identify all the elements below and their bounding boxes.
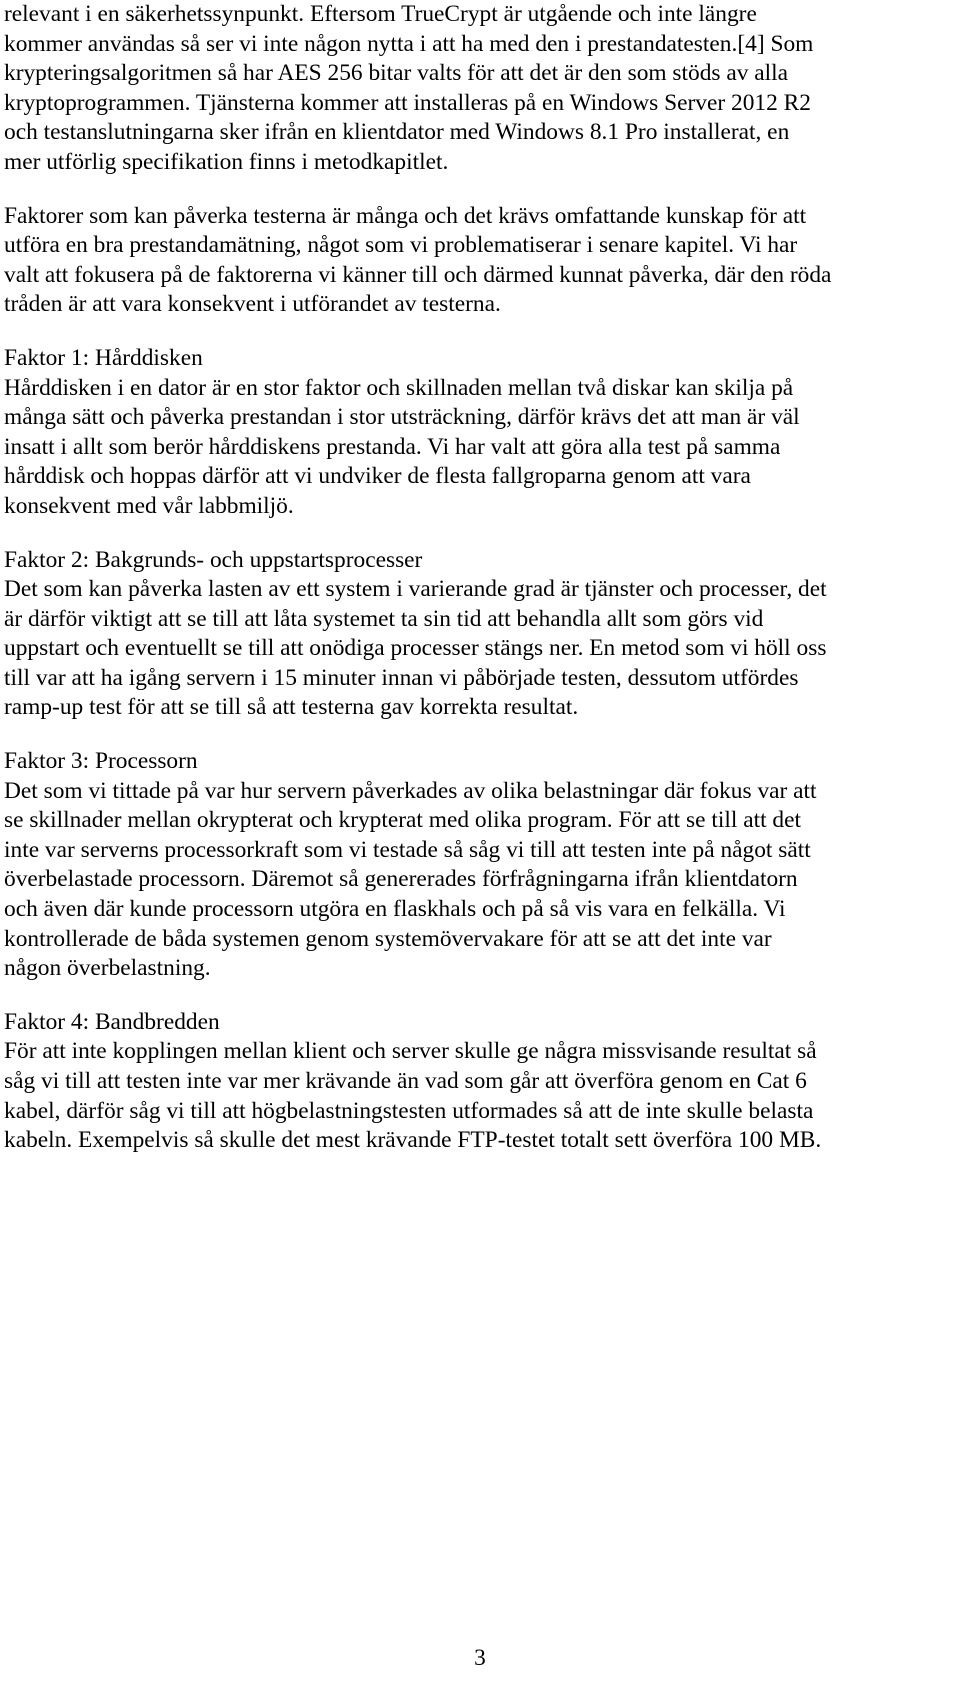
text-line: och även där kunde processorn utgöra en flaskhals och på så vis vara en felkälla. Vi [4, 896, 786, 923]
text-line: tråden är att vara konsekvent i utförandet av testerna. [4, 291, 501, 318]
text-line: För att inte kopplingen mellan klient och server skulle ge några missvisande resultat så [4, 1038, 817, 1065]
paragraph-factors [4, 202, 954, 320]
text-line: mer utförlig specifikation finns i metodkapitlet. [4, 148, 449, 175]
text-line: kabel, därför såg vi till att högbelastningstesten utformades så att de inte skulle belasta [4, 1097, 814, 1124]
text-line: relevant i en säkerhetssynpunkt. Eftersom TrueCrypt är utgående och inte längre [4, 1, 757, 27]
text-line: ramp-up test för att se till så att testerna gav korrekta resultat. [4, 694, 579, 721]
text-line: inte var serverns processorkraft som vi testade så såg vi till att testen inte på något sätt [4, 836, 811, 863]
section-factor-1 [4, 344, 954, 522]
text-line: uppstart och eventuellt se till att onödiga processer stängs ner. En metod som vi höll oss [4, 635, 827, 662]
text-line: Faktorer som kan påverka testerna är många och det krävs omfattande kunskap för att [4, 202, 807, 229]
text-line: insatt i allt som berör hårddiskens prestanda. Vi har valt att göra alla test på samma [4, 433, 781, 460]
section-heading: Faktor 1: Hårddisken [4, 344, 203, 371]
text-line: Hårddisken i en dator är en stor faktor och skillnaden mellan två diskar kan skilja på [4, 374, 794, 401]
section-heading: Faktor 2: Bakgrunds- och uppstartsprocesser [4, 546, 423, 573]
section-heading: Faktor 3: Processorn [4, 748, 198, 775]
text-line: många sätt och påverka prestandan i stor utsträckning, därför krävs det att man är väl [4, 404, 800, 431]
text-line: och testanslutningarna sker ifrån en klientdator med Windows 8.1 Pro installerat, en [4, 119, 790, 146]
text-line: valt att fokusera på de faktorerna vi känner till och därmed kunnat påverka, där den röda [4, 261, 832, 288]
text-line: hårddisk och hoppas därför att vi undviker de flesta fallgroparna genom att vara [4, 463, 751, 490]
text-line: kontrollerade de båda systemen genom systemövervakare för att se att det inte var [4, 925, 772, 952]
text-line: utföra en bra prestandamätning, något som vi problematiserar i senare kapitel. Vi har [4, 232, 798, 259]
text-line: överbelastade processorn. Däremot så genererades förfrågningarna ifrån klientdatorn [4, 866, 798, 893]
text-line: konsekvent med vår labbmiljö. [4, 492, 294, 519]
section-factor-4 [4, 1008, 954, 1156]
text-line: Det som kan påverka lasten av ett system i varierande grad är tjänster och processer, det [4, 576, 827, 603]
text-line: Det som vi tittade på var hur servern påverkades av olika belastningar där fokus var att [4, 777, 817, 804]
document-page [4, 0, 954, 1156]
text-line: någon överbelastning. [4, 955, 211, 982]
paragraph-intro [4, 0, 954, 178]
text-line: såg vi till att testen inte var mer krävande än vad som går att överföra genom en Cat 6 [4, 1068, 807, 1094]
section-factor-3 [4, 747, 954, 984]
page-number: 3 [474, 1645, 486, 1671]
text-line: kryptoprogrammen. Tjänsterna kommer att installeras på en Windows Server 2012 R2 [4, 89, 811, 116]
text-line: är därför viktigt att se till att låta systemet ta sin tid att behandla allt som görs vid [4, 605, 764, 632]
text-line: krypteringsalgoritmen så har AES 256 bitar valts för att det är den som stöds av alla [4, 60, 789, 87]
text-line: till var att ha igång servern i 15 minuter innan vi påbörjade testen, dessutom utfördes [4, 664, 799, 691]
text-line: se skillnader mellan okrypterat och krypterat med olika program. För att se till att det [4, 807, 801, 834]
text-line: kommer användas så ser vi inte någon nytta i att ha med den i prestandatesten.[4] Som [4, 30, 814, 57]
text-line: kabeln. Exempelvis så skulle det mest krävande FTP-testet totalt sett överföra 100 MB. [4, 1127, 822, 1154]
section-factor-2 [4, 546, 954, 724]
section-heading: Faktor 4: Bandbredden [4, 1008, 220, 1035]
